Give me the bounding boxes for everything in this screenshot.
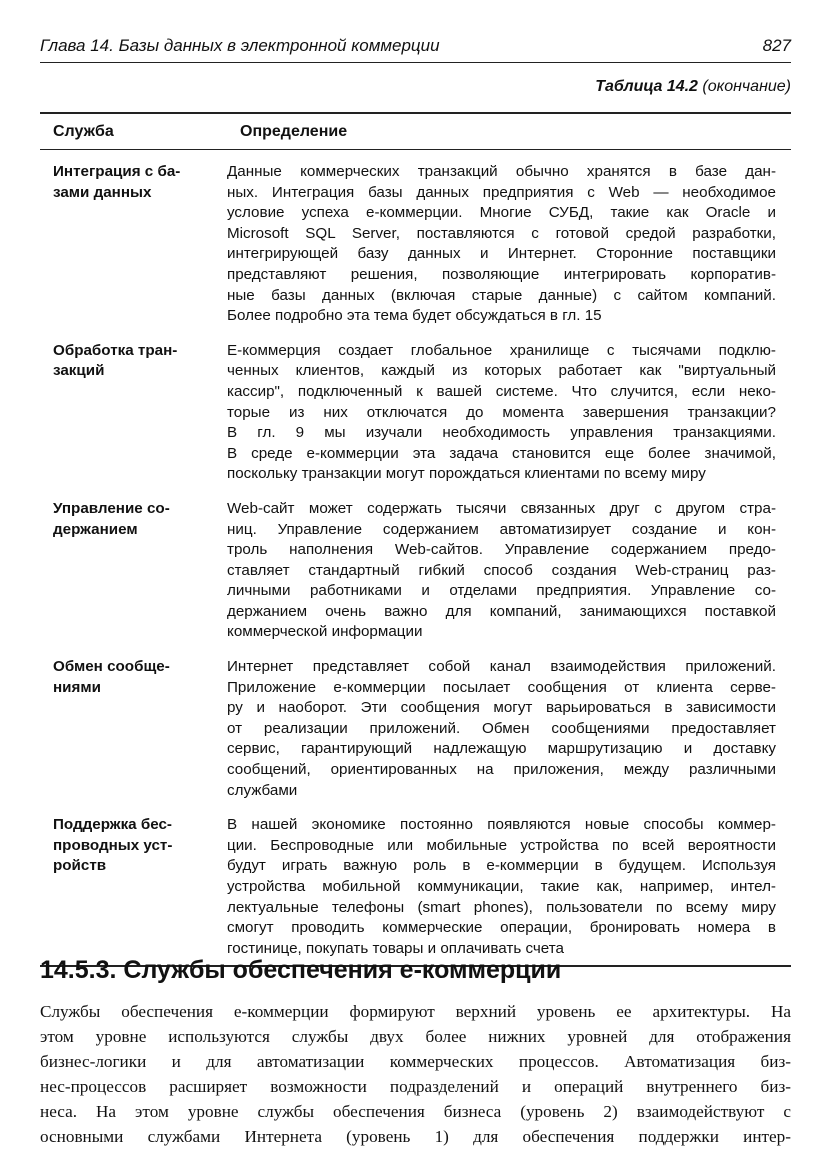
body-line: неса. На этом уровне службы обеспечения бизнеса (уровень 2) взаимодействуют с [40,1102,791,1121]
definition-line: кассир", подключенный к вашей системе. Что случится, если неко- [227,382,776,400]
definition-line: личными работниками и отделами предприятия. Управление со- [227,582,776,600]
body-line: Службы обеспечения е-коммерции формируют верхний уровень ее архитектуры. На [40,1002,791,1021]
table-row [40,341,791,485]
service-name: Управление со- держанием [53,499,170,538]
definition-line: В среде е-коммерции эта задача становится еще более значимой, [227,444,776,462]
definition-line: Web-сайт может содержать тысячи связанных друг с другом стра- [227,499,776,517]
table-row [40,499,791,643]
table-body [40,162,791,965]
table-number: Таблица 14.2 [595,78,698,95]
body-line: нес-процессов расширяет возможности подразделений и операций внутреннего биз- [40,1077,791,1096]
table-row [40,162,791,327]
definition-line: интегрирующей базу данных и Интернет. Сторонние поставщики [227,245,776,263]
service-definition [227,162,776,327]
definition-line: от реализации приложений. Обмен сообщениями предоставляет [227,719,776,737]
definition-line: условие успеха е-коммерции. Многие СУБД, такие как Oracle и [227,204,776,222]
definition-line: смогут проводить коммерческие операции, бронировать номера в [227,919,776,937]
definition-line: будут играть важную роль в е-коммерции в будущем. Используя [227,857,776,875]
definition-line: В гл. 9 мы изучали необходимость управления транзакциями. [227,424,776,442]
service-name: Поддержка бес- проводных уст- ройств [53,816,173,875]
definition-line: поскольку транзакции могут порождаться клиентами по всему миру [227,465,706,483]
definition-line: устройства мобильной коммуникации, такие как, например, интел- [227,878,776,895]
definition-line: Приложение е-коммерции посылает сообщения от клиента серве- [227,678,776,696]
page-number: 827 [762,36,791,55]
column-header-definition: Определение [240,123,348,140]
service-definition [227,657,776,801]
definition-line: Данные коммерческих транзакций обычно хранятся в базе дан- [227,163,776,180]
service-name: Интеграция с ба- зами данных [53,163,181,201]
body-line: бизнес-логики и для автоматизации коммерческих процессов. Автоматизация биз- [40,1052,791,1071]
section-heading: 14.5.3. Службы обеспечения е-коммерции [40,956,562,984]
definition-line: ниц. Управление содержанием автоматизирует создание и кон- [227,520,776,538]
definition-line: коммерческой информации [227,623,423,641]
definition-line: ру и наоборот. Эти сообщения могут варьироваться в зависимости [227,699,776,717]
service-definition [227,341,776,485]
definition-line: троль наполнения Web-сайтов. Управление содержанием предо- [227,541,776,559]
running-head [40,34,791,63]
definition-line: сообщений, ориентированных на приложения, между различными [227,761,776,779]
definition-line: Интернет представляет собой канал взаимодействия приложений. [227,658,776,676]
definition-line: ставляет стандартный гибкий способ создания Web-страниц раз- [227,561,776,579]
service-definition [227,815,776,959]
service-definition [227,499,776,643]
definition-line: держанием очень важно для компаний, занимающихся поставкой [227,602,776,620]
chapter-title: Глава 14. Базы данных в электронной коммерции [40,36,440,55]
definition-line: службами [227,781,298,799]
definition-line: гостинице, покупать товары и оплачивать счета [227,939,564,957]
body-line: основными службами Интернета (уровень 1) для обеспечения поддержки интер- [40,1127,791,1146]
table-caption [595,78,791,96]
definition-line: сервис, гарантирующий надлежащую маршрутизацию и доставку [227,740,776,758]
definition-line: Microsoft SQL Server, поставляются с готовой средой разработки, [227,224,776,242]
definition-line: представляют решения, позволяющие интегрировать корпоратив- [227,265,776,283]
definition-line: ченных клиентов, каждый из которых работает как "виртуальный [227,362,776,380]
service-name: Обмен сообще- ниями [53,658,170,696]
definition-line: Е-коммерция создает глобальное хранилище с тысячами подклю- [227,341,776,359]
section-body [40,999,791,1149]
table-row [40,657,791,801]
definition-line: Более подробно эта тема будет обсуждаться в гл. 15 [227,307,602,325]
definition-line: ции. Беспроводные или мобильные устройства по всей вероятности [227,836,776,854]
definition-line: В нашей экономике постоянно появляются новые способы коммер- [227,816,776,834]
body-line: этом уровне используются службы двух более нижних уровней для отображения [40,1027,791,1046]
table-row [40,815,791,959]
table-header [40,114,791,150]
service-name: Обработка тран- закций [53,341,178,380]
services-table [40,112,791,967]
definition-line: лектуальные телефоны (smart phones), пользователи по всему миру [227,898,776,916]
definition-line: торые из них отключатся до момента завершения транзакции? [227,403,776,421]
column-header-service: Служба [53,123,114,140]
definition-line: ных. Интеграция базы данных предприятия с Web — необходимое [227,183,776,201]
definition-line: ные базы данных (включая старые данные) с сайтом компаний. [227,286,776,304]
table-caption-note: (окончание) [702,78,791,95]
